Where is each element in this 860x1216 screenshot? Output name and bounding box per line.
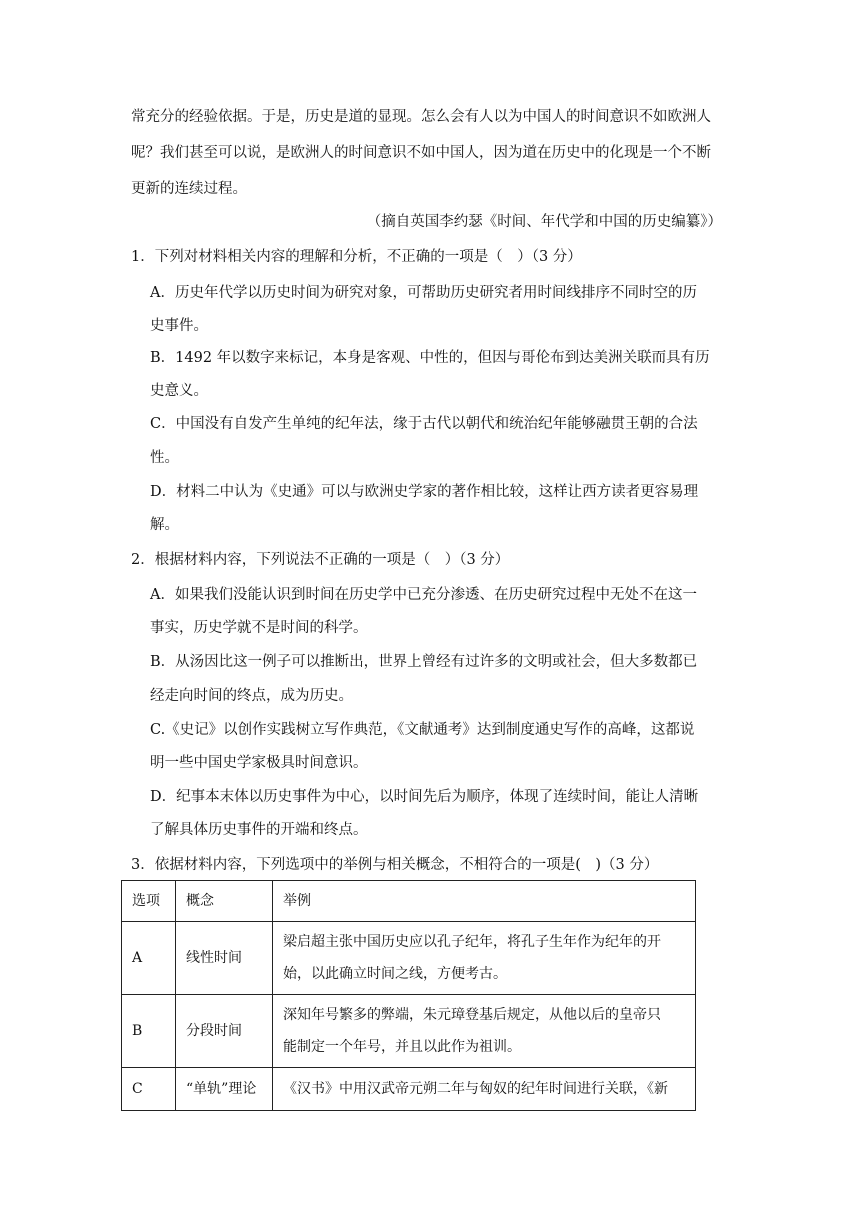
row-example — [273, 1068, 696, 1111]
question-3-table — [121, 880, 696, 1111]
question-2-option-c: C.《史记》以创作实践树立写作典范，《文献通考》达到制度通史写作的高峰，这都说 — [150, 722, 695, 738]
table-header-concept: 概念 — [176, 881, 273, 922]
passage-source: （摘自英国李约瑟《时间、年代学和中国的历史编纂》） — [366, 214, 722, 230]
question-2-option-a: A．如果我们没能认识到时间在历史学中已充分渗透、在历史研究过程中无处不在这一 — [150, 587, 697, 603]
question-2-option-d: D．纪事本末体以历史事件为中心，以时间先后为顺序，体现了连续时间，能让人清晰 — [150, 789, 699, 805]
question-1-option-a: A．历史年代学以历史时间为研究对象，可帮助历史研究者用时间线排序不同时空的历 — [150, 285, 697, 301]
passage-line-3: 更新的连续过程。 — [131, 181, 247, 197]
question-1-option-c: C．中国没有自发产生单纯的纪年法，缘于古代以朝代和统治纪年能够融贯王朝的合法 — [150, 416, 698, 432]
table-row — [122, 1068, 696, 1111]
row-option: A — [122, 922, 176, 995]
row-example-line: 梁启超主张中国历史应以孔子纪年，将孔子生年作为纪年的开 — [283, 934, 661, 950]
row-concept: 线性时间 — [176, 922, 273, 995]
table-header-example: 举例 — [273, 881, 696, 922]
question-2-option-b-cont: 经走向时间的终点，成为历史。 — [150, 688, 353, 704]
table-header-option: 选项 — [122, 881, 176, 922]
row-example-line: 《汉书》中用汉武帝元朔二年与匈奴的纪年时间进行关联，《新 — [283, 1081, 668, 1097]
table-row — [122, 922, 696, 995]
question-2-option-c-cont: 明一些中国史学家极具时间意识。 — [150, 755, 368, 771]
passage-line-2: 呢？我们甚至可以说，是欧洲人的时间意识不如中国人，因为道在历史中的化现是一个不断 — [131, 145, 711, 161]
row-concept: “单轨”理论 — [176, 1068, 273, 1111]
question-1-option-d: D．材料二中认为《史通》可以与欧洲史学家的著作相比较，这样让西方读者更容易理 — [150, 484, 699, 500]
row-example — [273, 995, 696, 1068]
row-example-line: 能制定一个年号，并且以此作为祖训。 — [283, 1039, 521, 1055]
question-1-option-b-cont: 史意义。 — [150, 383, 208, 399]
table-header-row — [122, 881, 696, 922]
question-1-option-d-cont: 解。 — [150, 517, 179, 533]
row-option: C — [122, 1068, 176, 1111]
question-2-option-a-cont: 事实，历史学就不是时间的科学。 — [150, 620, 368, 636]
question-2-option-b: B．从汤因比这一例子可以推断出，世界上曾经有过许多的文明或社会，但大多数都已 — [150, 654, 698, 670]
table-row — [122, 995, 696, 1068]
question-3-stem: 3．依据材料内容，下列选项中的举例与相关概念，不相符合的一项是( )（3 分） — [131, 857, 659, 873]
row-concept: 分段时间 — [176, 995, 273, 1068]
passage-line-1: 常充分的经验依据。于是，历史是道的显现。怎么会有人以为中国人的时间意识不如欧洲人 — [131, 109, 711, 125]
question-1-option-c-cont: 性。 — [150, 450, 179, 466]
question-1-option-b: B．1492 年以数字来标记，本身是客观、中性的，但因与哥伦布到达美洲关联而具有历 — [150, 350, 710, 366]
question-1-option-a-cont: 史事件。 — [150, 318, 208, 334]
row-example-line: 深知年号繁多的弊端，朱元璋登基后规定，从他以后的皇帝只 — [283, 1007, 661, 1023]
question-2-option-d-cont: 了解具体历史事件的开端和终点。 — [150, 822, 368, 838]
row-example-line: 始，以此确立时间之线，方便考古。 — [283, 966, 507, 982]
row-example — [273, 922, 696, 995]
question-1-stem: 1．下列对材料相关内容的理解和分析，不正确的一项是（ ）（3 分） — [131, 249, 582, 265]
row-option: B — [122, 995, 176, 1068]
question-2-stem: 2．根据材料内容，下列说法不正确的一项是（ ）（3 分） — [131, 552, 510, 568]
